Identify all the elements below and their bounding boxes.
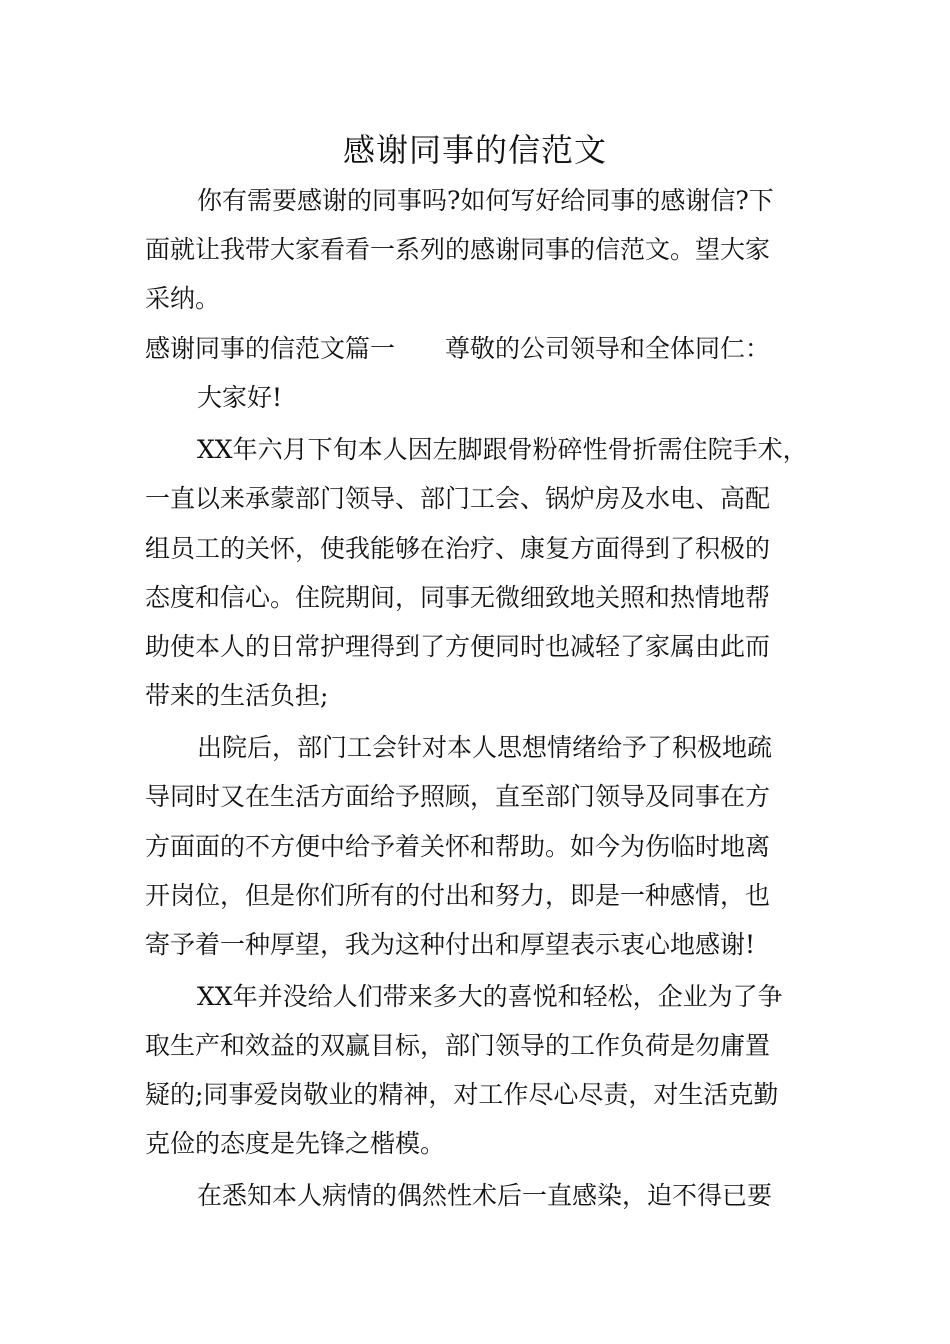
paragraph-line: 感谢同事的信范文篇一 尊敬的公司领导和全体同仁：: [145, 334, 771, 363]
paragraph-line: XX年并没给人们带来多大的喜悦和轻松，企业为了争: [197, 982, 783, 1011]
paragraph-line: 取生产和效益的双赢目标，部门领导的工作负荷是勿庸置: [145, 1031, 771, 1060]
paragraph-line: 在悉知本人病情的偶然性术后一直感染，迫不得已要: [197, 1181, 773, 1210]
paragraph-line: 带来的生活负担;: [145, 681, 329, 710]
paragraph-line: 采纳。: [145, 284, 221, 313]
paragraph-line: 出院后，部门工会针对本人思想情绪给予了积极地疏: [197, 733, 773, 762]
paragraph-line: 态度和信心。住院期间，同事无微细致地关照和热情地帮: [145, 583, 771, 612]
paragraph-line: 组员工的关怀，使我能够在治疗、康复方面得到了积极的: [145, 534, 771, 563]
document-title: 感谢同事的信范文: [342, 131, 607, 169]
paragraph-line: 你有需要感谢的同事吗?如何写好给同事的感谢信?下: [197, 186, 774, 215]
paragraph-line: XX年六月下旬本人因左脚跟骨粉碎性骨折需住院手术，: [197, 435, 808, 464]
paragraph-line: 寄予着一种厚望，我为这种付出和厚望表示衷心地感谢!: [145, 930, 756, 959]
paragraph-line: 助使本人的日常护理得到了方便同时也减轻了家属由此而: [145, 632, 771, 661]
paragraph-line: 疑的;同事爱岗敬业的精神，对工作尽心尽责，对生活克勤: [145, 1080, 779, 1109]
paragraph-line: 方面面的不方便中给予着关怀和帮助。如今为伤临时地离: [145, 832, 771, 861]
paragraph-line: 一直以来承蒙部门领导、部门工会、锅炉房及水电、高配: [145, 484, 771, 513]
paragraph-line: 导同时又在生活方面给予照顾，直至部门领导及同事在方: [145, 782, 771, 811]
paragraph-line: 开岗位，但是你们所有的付出和努力，即是一种感情，也: [145, 881, 771, 910]
paragraph-line: 大家好!: [197, 383, 283, 412]
paragraph-line: 面就让我带大家看看一系列的感谢同事的信范文。望大家: [145, 235, 771, 264]
paragraph-line: 克俭的态度是先锋之楷模。: [145, 1129, 446, 1158]
